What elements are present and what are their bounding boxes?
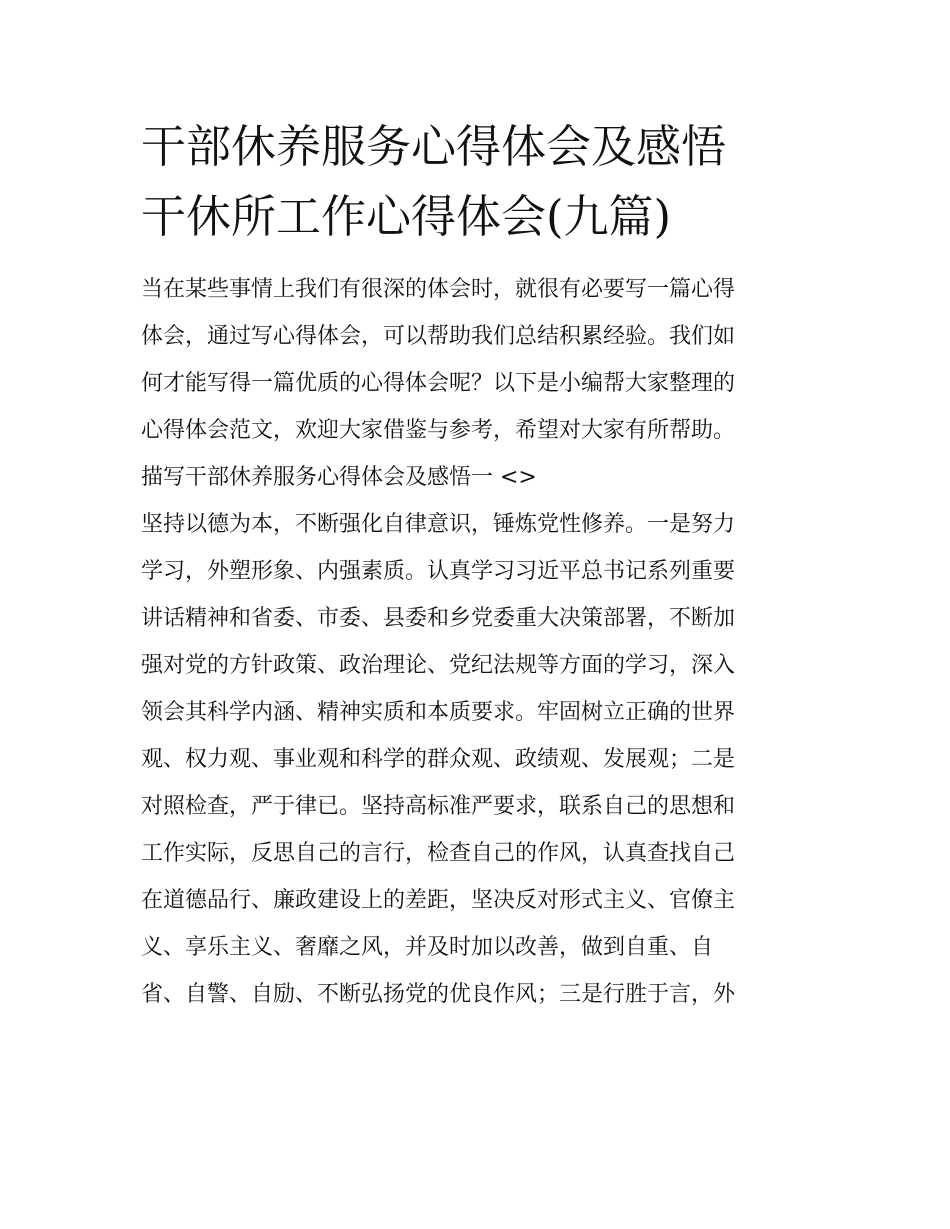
section-paragraph — [141, 501, 813, 1018]
intro-line: 心得体会范文，欢迎大家借鉴与参考，希望对大家有所帮助。 — [141, 418, 736, 443]
section-line: 强对党的方针政策、政治理论、党纪法规等方面的学习，深入 — [141, 653, 736, 678]
intro-line: 体会，通过写心得体会，可以帮助我们总结积累经验。我们如 — [141, 324, 736, 349]
section-line: 义、享乐主义、奢靡之风，并及时加以改善，做到自重、自 — [141, 935, 714, 960]
section-line: 工作实际，反思自己的言行，检查自己的作风，认真查找自己 — [141, 841, 736, 866]
section-line: 省、自警、自励、不断弘扬党的优良作风；三是行胜于言，外 — [141, 982, 736, 1007]
title-line-2: 干休所工作心得体会(九篇) — [141, 190, 672, 243]
section-line: 领会其科学内涵、精神实质和本质要求。牢固树立正确的世界 — [141, 700, 736, 725]
intro-line: 当在某些事情上我们有很深的体会时，就很有必要写一篇心得 — [141, 277, 736, 302]
section-line: 在道德品行、廉政建设上的差距，坚决反对形式主义、官僚主 — [141, 888, 736, 913]
intro-paragraph — [141, 266, 813, 454]
section-line: 讲话精神和省委、市委、县委和乡党委重大决策部署，不断加 — [141, 606, 736, 631]
title-line-1: 干部休养服务心得体会及感悟 — [141, 120, 727, 173]
document-title — [141, 112, 813, 252]
intro-line: 何才能写得一篇优质的心得体会呢？以下是小编帮大家整理的 — [141, 371, 736, 396]
section-line: 坚持以德为本，不断强化自律意识，锤炼党性修养。一是努力 — [141, 512, 736, 537]
section-line: 学习，外塑形象、内强素质。认真学习习近平总书记系列重要 — [141, 559, 736, 584]
section-line: 观、权力观、事业观和科学的群众观、政绩观、发展观；二是 — [141, 747, 736, 772]
section-line: 对照检查，严于律已。坚持高标准严要求，联系自己的思想和 — [141, 794, 736, 819]
section-heading: 描写干部休养服务心得体会及感悟一 <> — [141, 465, 537, 490]
document-content — [141, 112, 813, 1018]
